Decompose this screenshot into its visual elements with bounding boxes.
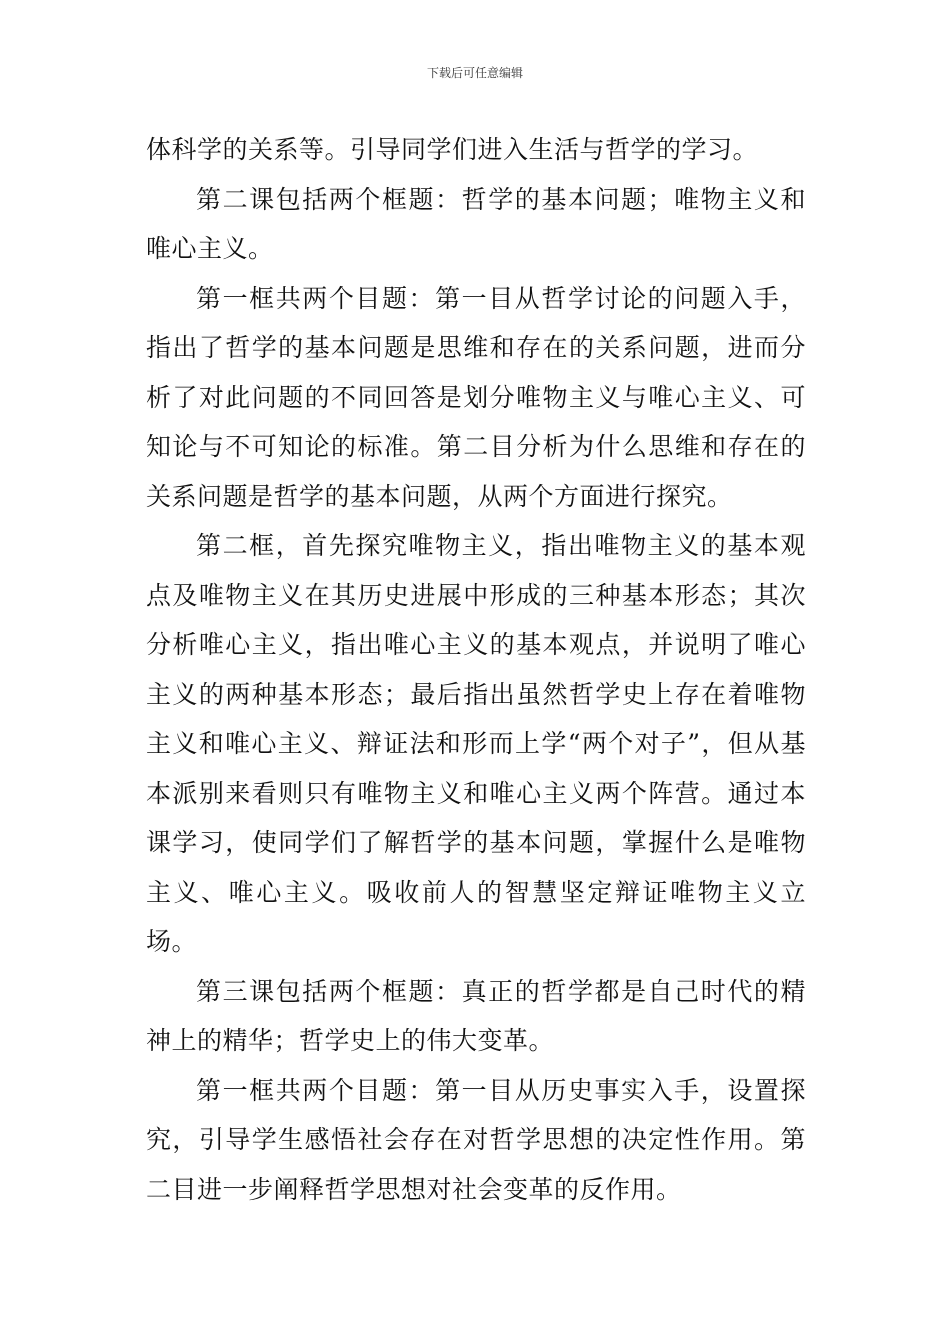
paragraph-4: 第二框，首先探究唯物主义，指出唯物主义的基本观点及唯物主义在其历史进展中形成的三种基本形态；其次分析唯心主义，指出唯心主义的基本观点，并说明了唯心主义的两种基本形态；最后指出虽然哲学史上存在着唯物主义和唯心主义、辩证法和形而上学“两个对子”，但从基本派别来看则只有唯物主义和唯心主义两个阵营。通过本课学习，使同学们了解哲学的基本问题，掌握什么是唯物主义、唯心主义。吸收前人的智慧坚定辩证唯物主义立场。 <box>146 531 806 956</box>
paragraph-2: 第二课包括两个框题：哲学的基本问题；唯物主义和唯心主义。 <box>146 184 806 263</box>
header-note: 下载后可任意编辑 <box>426 66 523 80</box>
paragraph-5: 第三课包括两个框题：真正的哲学都是自己时代的精神上的精华；哲学史上的伟大变革。 <box>146 976 806 1055</box>
paragraph-1: 体科学的关系等。引导同学们进入生活与哲学的学习。 <box>146 135 759 164</box>
paragraph-6: 第一框共两个目题：第一目从历史事实入手，设置探究，引导学生感悟社会存在对哲学思想的决定性作用。第二目进一步阐释哲学思想对社会变革的反作用。 <box>146 1075 806 1204</box>
document-body <box>146 125 806 1214</box>
paragraph-3: 第一框共两个目题：第一目从哲学讨论的问题入手，指出了哲学的基本问题是思维和存在的关系问题，进而分析了对此问题的不同回答是划分唯物主义与唯心主义、可知论与不可知论的标准。第二目分析为什么思维和存在的关系问题是哲学的基本问题，从两个方面进行探究。 <box>146 283 806 511</box>
